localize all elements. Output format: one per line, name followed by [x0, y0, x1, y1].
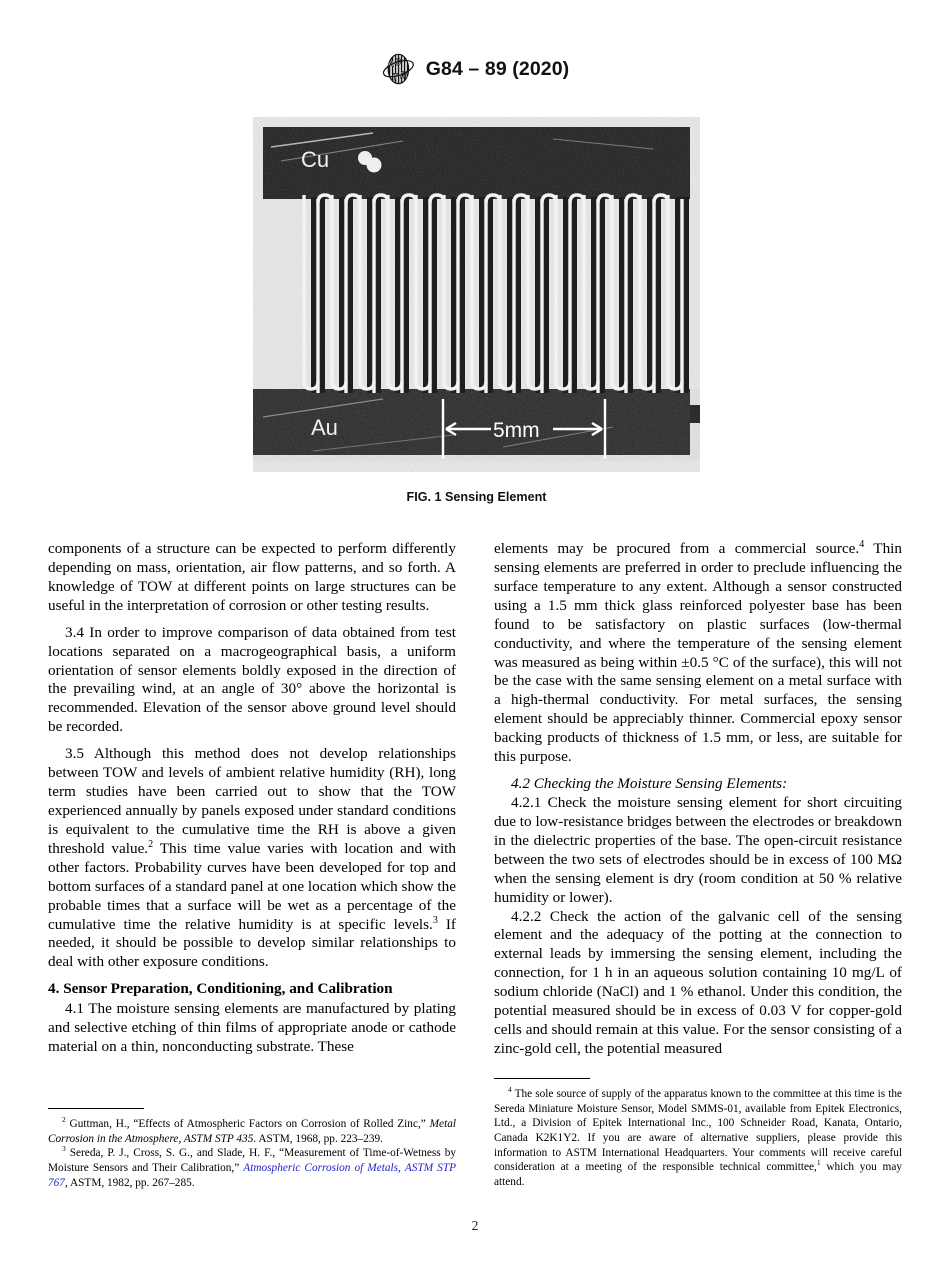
footnote-ref-4[interactable]: 4	[859, 538, 865, 550]
paragraph-3-5	[48, 745, 456, 972]
svg-text:T: T	[392, 71, 398, 82]
footnote-ref-2[interactable]: 2	[148, 838, 154, 850]
footnote-3-marker: 3	[62, 1144, 66, 1154]
svg-text:A: A	[387, 58, 394, 69]
footnote-ref-3[interactable]: 3	[432, 914, 438, 926]
page-title: G84 – 89 (2020)	[425, 57, 570, 80]
footnote-3-text-a: Sereda, P. J., Cross, S. G., and Slade, H. F., “Measurement of Time-of-Wetness by Moisture Sensors and Their Calibration,”	[48, 1147, 456, 1175]
footnote-4-text-b: which you may attend.	[494, 1161, 902, 1189]
footnote-4-text-a: The sole source of supply of the apparatus known to the committee at this time is the Sereda Miniature Moisture Sensor, Model SMMS-01, available from Epitek Electronics, Ltd., a Division of Epitek International Inc., 100 Schneider Road, Kanata, Ontario, Canada K2K1Y2. If you are aware of alternative suppliers, please provide this information to ASTM International Headquarters. Your comments will receive careful consideration at a meeting of the responsible technical committee,	[494, 1088, 902, 1174]
footnote-3-link-b[interactable]: ASTM STP 767	[48, 1162, 457, 1189]
footnote-2-text-b: . ASTM, 1968, pp. 223–239.	[253, 1132, 383, 1145]
footnote-3-link-a[interactable]: Atmospheric Corrosion of Metals,	[243, 1162, 401, 1175]
footnote-4-inline-ref: 1	[816, 1158, 821, 1168]
footnote-rule-right	[494, 1078, 590, 1079]
section-heading-4: 4. Sensor Preparation, Conditioning, and Calibration	[48, 980, 393, 998]
footnote-4	[494, 1087, 902, 1190]
paragraph-4-1: 4.1 The moisture sensing elements are manufactured by plating and selective etching of thin films of appropriate anode or cathode material on a thin, nonconducting substrate. These	[48, 1000, 456, 1056]
paragraph-continued: components of a structure can be expected to perform differently depending on mass, orientation, air flow patterns, and so forth. A knowledge of TOW at different points on large structures can be useful in the interpretation of corrosion or other testing results.	[48, 540, 456, 614]
footnote-2-marker: 2	[62, 1115, 66, 1125]
svg-text:Cu: Cu	[301, 147, 330, 172]
footnote-2-italic: Metal Corrosion in the Atmosphere, ASTM STP 435	[48, 1118, 456, 1145]
footnote-3-text-b: , ASTM, 1982, pp. 267–285.	[64, 1176, 195, 1189]
figure-caption: FIG. 1 Sensing Element	[406, 490, 547, 504]
paragraph-3-5-part-b: This time value varies with location and with other factors. Probability curves have been developed for top and bottom surfaces of a standard panel at one location which show the probable times that a surface will be wet as a percentage of the cumulative time the relative humidity is at specific levels.	[48, 839, 456, 933]
page-header	[0, 52, 950, 86]
body-columns	[48, 540, 902, 1059]
paragraph-4-2-1: 4.2.1 Check the moisture sensing element for short circuiting due to low-resistance bridges between the electrodes or breakdown in the dielectric properties of the base. The open-circuit resistance between the two sets of electrodes should be in excess of 100 MΩ when the sensing element is dry (room condition at 50 % relative humidity or lower).	[494, 793, 902, 906]
svg-text:5mm: 5mm	[493, 419, 540, 442]
footnotes-right-wrapper	[48, 1078, 902, 1190]
paragraph-3-5-part-c: If needed, it should be possible to develop similar relationships to deal with other exposure conditions.	[48, 915, 456, 971]
left-column	[48, 540, 456, 1059]
right-column	[494, 540, 902, 1059]
paragraph-4-2: 4.2 Checking the Moisture Sensing Elements:	[511, 775, 788, 793]
paragraph-continued-right-part-b: Thin sensing elements are preferred in order to preclude influencing the surface temperature to any extent. Although a sensor constructed using a 1.5 mm thick glass reinforced polyester base has been found to be satisfactory on plastic surfaces (low-thermal conductivity, and where the temperature of the sensing element was measured as being within ±0.5 °C of the surface), this will not be the case with the same sensing element on a metal surface with a high-thermal conductivity. For metal surfaces, the sensing element should be appreciably thinner. Commercial epoxy sensor backing products of thickness of 1.5 mm, or less, are suitable for this purpose.	[494, 540, 902, 766]
footnotes-right	[494, 1078, 902, 1190]
svg-text:Au: Au	[311, 415, 338, 440]
page-number: 2	[471, 1218, 479, 1233]
astm-logo-icon	[381, 52, 417, 86]
svg-text:M: M	[399, 70, 408, 80]
paragraph-continued-right	[494, 540, 902, 767]
footnote-2-text-a: Guttman, H., “Effects of Atmospheric Factors on Corrosion of Rolled Zinc,”	[65, 1118, 430, 1130]
paragraph-continued-right-part-a: elements may be procured from a commercial source.	[494, 540, 860, 557]
svg-text:S: S	[394, 56, 401, 67]
sensing-element-photo	[253, 117, 700, 472]
paragraph-3-5-part-a: 3.5 Although this method does not develop relationships between TOW and levels of ambient relative humidity (RH), long term studies have been carried out to show that the TOW experienced annually by panels exposed under standard conditions is equivalent to the cumulative time the RH is above a given threshold value.	[48, 745, 456, 857]
paragraph-4-2-2: 4.2.2 Check the action of the galvanic cell of the sensing element and the adequacy of the potting at the connection to external leads by immersing the sensing element, including the connection, for 1 h in an aqueous solution containing 10 mg/L of sodium chloride (NaCl) and 1 % ethanol. Under this condition, the potential measured should be in excess of 0.03 V for copper-gold cells and should remain at this value. For the sensor consisting of a zinc-gold cell, the potential measured	[494, 907, 902, 1057]
paragraph-3-4: 3.4 In order to improve comparison of data obtained from test locations separated on a macrogeographical basis, a uniform orientation of sensor elements boldly exposed in the direction of the prevailing wind, at an angle of 30° above the horizontal is recommended. Elevation of the sensor above ground level should be recorded.	[48, 623, 456, 736]
footnote-4-marker: 4	[508, 1085, 512, 1095]
figure-1	[253, 117, 700, 504]
